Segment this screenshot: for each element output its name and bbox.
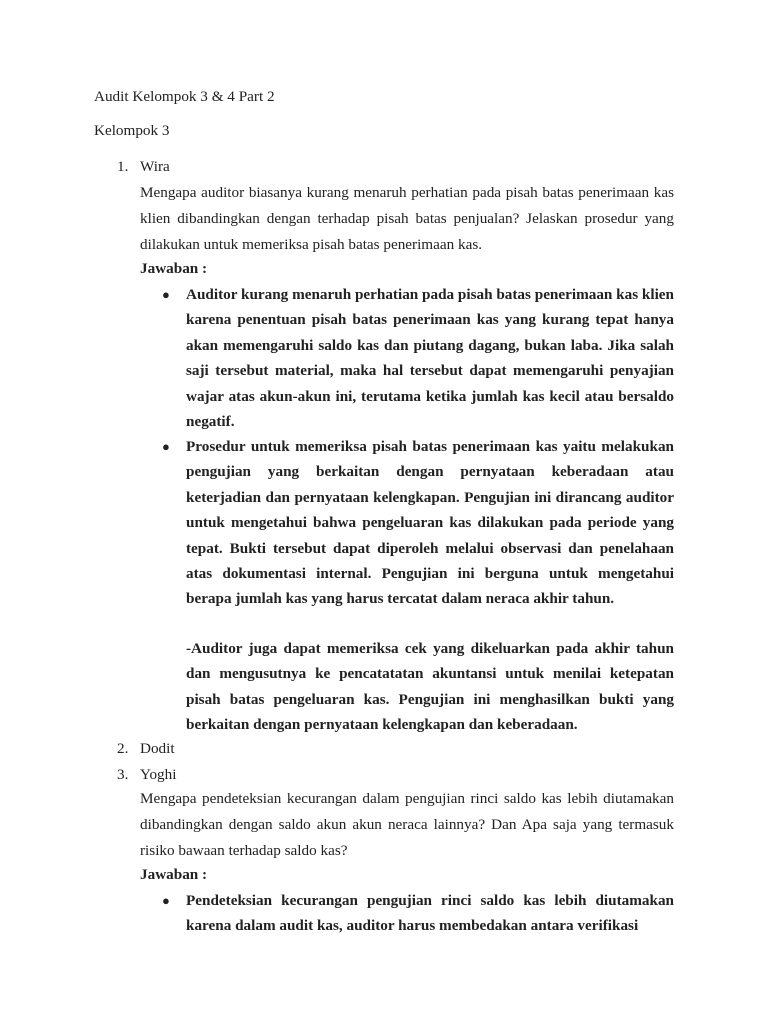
group-heading: Kelompok 3 <box>94 122 170 139</box>
list-number: 2. <box>117 740 129 757</box>
question-text: Mengapa auditor biasanya kurang menaruh perhatian pada pisah batas penerimaan kas klien dibandingkan dengan terhadap pisah batas penjualan? Jelaskan prosedur yang dilakukan untuk memeriksa pisah batas penerimaan kas. <box>140 184 674 253</box>
answer-bullet: Prosedur untuk memeriksa pisah batas penerimaan kas yaitu melakukan pengujian yang berkaitan dengan pernyataan keberadaan atau keterjadian dan pernyataan kelengkapan. Pengujian ini dirancang auditor untuk mengetahui bahwa pengeluaran kas dilakukan pada periode yang tepat. Bukti tersebut dapat diperoleh melalui observasi dan penelahaan atas dokumentasi internal. Pengujian ini berguna untuk mengetahui berapa jumlah kas yang harus tercatat dalam neraca akhir tahun. <box>186 438 674 608</box>
answer-extra: -Auditor juga dapat memeriksa cek yang dikeluarkan pada akhir tahun dan mengusutnya ke pencatatatan akuntansi untuk menilai ketepatan pisah batas pengeluaran kas. Pengujian ini menghasilkan bukti yang berkaitan dengan pernyataan kelengkapan dan keberadaan. <box>186 640 674 734</box>
question-text: Mengapa pendeteksian kecurangan dalam pengujian rinci saldo kas lebih diutamakan dibandingkan dengan saldo akun akun neraca lainnya? Dan Apa saja yang termasuk risiko bawaan terhadap saldo kas? <box>140 790 674 859</box>
list-item-name: Yoghi <box>140 766 177 783</box>
answer-bullet: Auditor kurang menaruh perhatian pada pisah batas penerimaan kas klien karena penentuan pisah batas penerimaan kas yang kurang tepat hanya akan memengaruhi saldo kas dan piutang dagang, bukan laba. Jika salah saji tersebut material, maka hal tersebut dapat memengaruhi penyajian wajar atas akun-akun ini, terutama ketika jumlah kas kecil atau bersaldo negatif. <box>186 286 674 431</box>
list-item-name: Dodit <box>140 740 175 757</box>
bullet-icon: ● <box>162 287 170 302</box>
answer-bullet: Pendeteksian kecurangan pengujian rinci saldo kas lebih diutamakan karena dalam audit kas, auditor harus membedakan antara verifikasi <box>186 892 674 935</box>
answer-label: Jawaban : <box>140 260 208 277</box>
list-item-name: Wira <box>140 158 170 175</box>
answer-label: Jawaban : <box>140 866 208 883</box>
list-number: 3. <box>117 766 129 783</box>
bullet-icon: ● <box>162 439 170 454</box>
list-number: 1. <box>117 158 129 175</box>
document-title: Audit Kelompok 3 & 4 Part 2 <box>94 88 275 105</box>
bullet-icon: ● <box>162 893 170 908</box>
